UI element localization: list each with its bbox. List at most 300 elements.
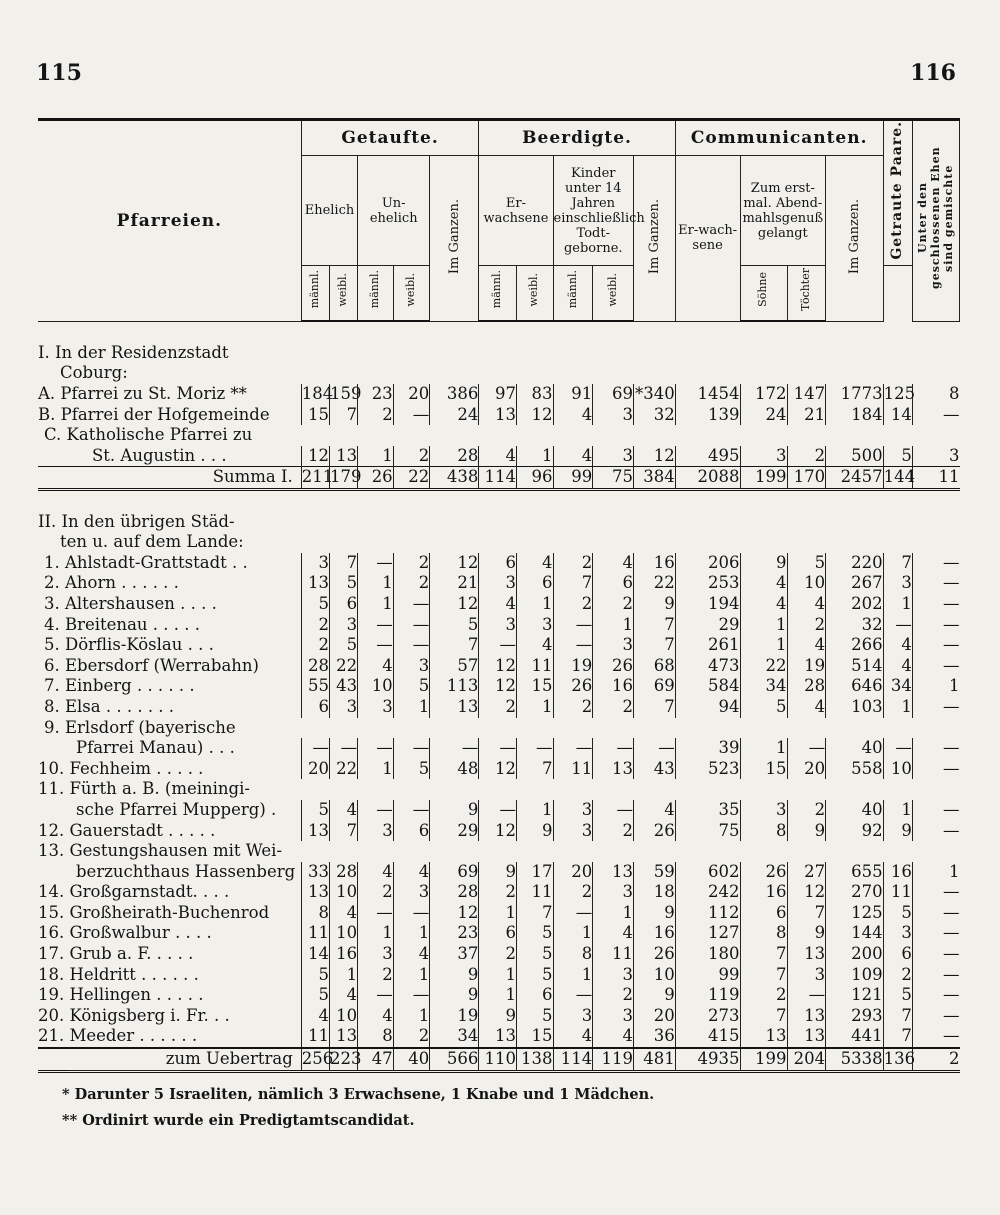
- cell-value: 584: [675, 676, 740, 697]
- cell-value: 3: [740, 446, 787, 467]
- cell-value: 99: [675, 965, 740, 986]
- cell-value: 19: [553, 656, 593, 677]
- cell-value: 655: [826, 862, 883, 883]
- cell-value: 179: [329, 467, 357, 490]
- cell-value: 523: [675, 759, 740, 780]
- cell-value: 6: [479, 553, 517, 574]
- cell-value: 12: [430, 903, 479, 924]
- table-row: [38, 882, 960, 903]
- cell-value: —: [358, 903, 394, 924]
- row-label-line: C. Katholische Pfarrei zu: [44, 425, 253, 445]
- cell-value: 1: [358, 446, 394, 467]
- cell-value: 23: [430, 923, 479, 944]
- row-label: 5. Dörflis-Köslau . . .: [44, 635, 214, 655]
- cell-value: 5: [301, 985, 329, 1006]
- cell-value: 1: [393, 965, 430, 986]
- row-label: 19. Hellingen . . . . .: [38, 985, 204, 1005]
- cell-value: 5: [329, 573, 357, 594]
- cell-value: —: [912, 821, 959, 842]
- cell-value: 4: [358, 656, 394, 677]
- cell-value: 7: [740, 965, 787, 986]
- cell-value: 3: [329, 697, 357, 718]
- cell-value: 28: [430, 446, 479, 467]
- cell-value: 1: [358, 759, 394, 780]
- cell-value: 386: [430, 384, 479, 405]
- cell-value: 15: [516, 1026, 553, 1048]
- cell-value: 17: [516, 862, 553, 883]
- row-label: 10. Fechheim . . . . .: [38, 758, 204, 778]
- table-row: [38, 944, 960, 965]
- row-label: 8. Elsa . . . . . . .: [44, 696, 175, 716]
- group-header-communicanten: Communicanten.: [675, 120, 883, 156]
- cell-value: 16: [633, 923, 675, 944]
- cell-value: 2: [301, 635, 329, 656]
- sub-header-soehne: Söhne: [740, 266, 787, 322]
- cell-value: 7: [883, 1006, 912, 1027]
- cell-value: 4: [516, 635, 553, 656]
- sub-header-maennl: männl.: [301, 266, 329, 322]
- cell-value: 273: [675, 1006, 740, 1027]
- row-label: A. Pfarrei zu St. Moriz **: [38, 384, 247, 404]
- cell-value: 199: [740, 1048, 787, 1071]
- row-label: Pfarrei Manau) . . .: [76, 738, 235, 758]
- table-row: [38, 965, 960, 986]
- cell-value: 103: [826, 697, 883, 718]
- cell-value: 3: [787, 965, 826, 986]
- cell-value: 6: [516, 573, 553, 594]
- cell-value: 125: [883, 384, 916, 404]
- cell-value: 194: [675, 594, 740, 615]
- cell-value: —: [912, 965, 959, 986]
- cell-value: 4: [393, 944, 430, 965]
- table-row: [38, 923, 960, 944]
- cell-value: 7: [633, 615, 675, 636]
- cell-value: 5: [301, 594, 329, 615]
- cell-value: 1: [479, 903, 517, 924]
- cell-value: 3: [358, 821, 394, 842]
- cell-value: 4935: [675, 1048, 740, 1071]
- sub-header-maennl: männl.: [553, 266, 593, 322]
- table-row: [38, 405, 960, 426]
- cell-value: 172: [740, 384, 787, 405]
- section-title: I. In der Residenzstadt: [38, 342, 229, 362]
- table-row: [38, 573, 960, 594]
- cell-value: 3: [479, 615, 517, 636]
- cell-value: 29: [430, 821, 479, 842]
- cell-value: 8: [912, 384, 959, 405]
- cell-value: 8: [740, 923, 787, 944]
- cell-value: 55: [301, 676, 329, 697]
- cell-value: —: [912, 882, 959, 903]
- row-label: 15. Großheirath-Buchenrod: [38, 902, 270, 922]
- cell-value: 144: [883, 467, 912, 490]
- cell-value: 6: [593, 573, 634, 594]
- table-row: [38, 759, 960, 780]
- cell-value: 13: [787, 944, 826, 965]
- cell-value: 18: [633, 882, 675, 903]
- cell-value: 26: [593, 656, 634, 677]
- cell-value: 3: [553, 1006, 593, 1027]
- cell-value: 2: [593, 594, 634, 615]
- cell-value: 114: [479, 467, 517, 490]
- cell-value: 28: [787, 676, 826, 697]
- cell-value: 2: [479, 944, 517, 965]
- cell-value: 1: [593, 903, 634, 924]
- cell-value: 9: [430, 800, 479, 821]
- page-number-left: 115: [36, 60, 82, 86]
- cell-value: 13: [430, 697, 479, 718]
- cell-value: 32: [633, 405, 675, 426]
- cell-value: 2088: [675, 467, 740, 490]
- cell-value: 206: [675, 553, 740, 574]
- cell-value: 2: [593, 985, 634, 1006]
- cell-value: 7: [633, 697, 675, 718]
- cell-value: 253: [675, 573, 740, 594]
- cell-value: 2: [787, 446, 826, 467]
- cell-value: 147: [787, 384, 826, 405]
- cell-value: 40: [393, 1048, 430, 1071]
- cell-value: 2: [553, 697, 593, 718]
- cell-value: —: [358, 635, 394, 656]
- cell-value: 20: [301, 759, 329, 780]
- sub-header-weibl: weibl.: [393, 266, 430, 322]
- cell-value: 29: [675, 615, 740, 636]
- cell-value: 1: [358, 573, 394, 594]
- cell-value: 1: [479, 965, 517, 986]
- cell-value: 2: [883, 965, 912, 986]
- cell-value: —: [553, 903, 593, 924]
- section-title: II. In den übrigen Städ-: [38, 511, 235, 531]
- row-label: 17. Grub a. F. . . . .: [38, 944, 194, 964]
- cell-value: 19: [787, 656, 826, 677]
- cell-value: —: [912, 405, 959, 426]
- cell-value: —: [553, 635, 593, 656]
- cell-value: 1: [516, 697, 553, 718]
- table-row: [38, 676, 960, 697]
- cell-value: 4: [740, 573, 787, 594]
- cell-value: 10: [329, 1006, 357, 1027]
- cell-value: 2: [393, 573, 430, 594]
- cell-value: 12: [301, 446, 329, 467]
- cell-value: 5: [393, 676, 430, 697]
- cell-value: 3: [883, 923, 912, 944]
- cell-value: 34: [430, 1026, 479, 1048]
- cell-value: 7: [883, 553, 912, 574]
- table-row: [38, 446, 960, 467]
- cell-value: 170: [787, 467, 826, 490]
- cell-value: 5: [516, 923, 553, 944]
- cell-value: —: [912, 615, 959, 636]
- cell-value: 94: [675, 697, 740, 718]
- cell-value: —: [912, 1006, 959, 1027]
- row-label: 12. Gauerstadt . . . . .: [38, 820, 216, 840]
- cell-value: 3: [329, 615, 357, 636]
- cell-value: —: [912, 573, 959, 594]
- cell-value: 127: [675, 923, 740, 944]
- cell-value: 2: [479, 697, 517, 718]
- cell-value: 7: [740, 1006, 787, 1027]
- cell-value: 7: [633, 635, 675, 656]
- section-title: ten u. auf dem Lande:: [60, 532, 244, 552]
- cell-value: 24: [740, 405, 787, 426]
- cell-value: 10: [633, 965, 675, 986]
- table-row: [38, 1026, 960, 1048]
- cell-value: 139: [675, 405, 740, 426]
- cell-value: 11: [301, 923, 329, 944]
- cell-value: —: [787, 985, 826, 1006]
- cell-value: 646: [826, 676, 883, 697]
- cell-value: —: [883, 615, 912, 636]
- cell-value: 2457: [826, 467, 883, 490]
- cell-value: 136: [883, 1048, 912, 1071]
- cell-value: 1: [329, 965, 357, 986]
- cell-value: 1: [883, 594, 912, 615]
- cell-value: 200: [826, 944, 883, 965]
- cell-value: 3: [358, 944, 394, 965]
- row-label: Summa I.: [38, 467, 301, 490]
- statistics-table: [38, 118, 960, 1073]
- cell-value: 2: [553, 553, 593, 574]
- row-label: B. Pfarrei der Hofgemeinde: [38, 404, 270, 424]
- cell-value: 12: [479, 656, 517, 677]
- cell-value: 119: [593, 1048, 634, 1071]
- cell-value: 16: [740, 882, 787, 903]
- column-header-gemischte: Unter den geschlossenen Ehen sind gemischte: [912, 120, 959, 322]
- cell-value: —: [912, 903, 959, 924]
- section-title: Coburg:: [60, 363, 128, 383]
- cell-value: —: [301, 738, 329, 759]
- cell-value: 5: [329, 635, 357, 656]
- cell-value: —: [516, 738, 553, 759]
- cell-value: 69: [593, 384, 634, 405]
- table-row: [38, 738, 960, 759]
- cell-value: 4: [593, 923, 634, 944]
- row-label: zum Uebertrag: [38, 1048, 301, 1071]
- cell-value: 36: [633, 1026, 675, 1048]
- cell-value: 9: [479, 1006, 517, 1027]
- uebertrag-row: [38, 1048, 960, 1071]
- cell-value: 2: [393, 553, 430, 574]
- cell-value: 20: [633, 1006, 675, 1027]
- cell-value: 9: [516, 821, 553, 842]
- cell-value: 1: [912, 862, 959, 883]
- cell-value: 438: [430, 467, 479, 490]
- cell-value: 204: [787, 1048, 826, 1071]
- cell-value: 1: [883, 800, 912, 821]
- cell-value: 514: [826, 656, 883, 677]
- cell-value: 7: [516, 903, 553, 924]
- cell-value: —: [912, 800, 959, 821]
- cell-value: 5: [883, 985, 912, 1006]
- cell-value: 12: [430, 553, 479, 574]
- cell-value: —: [479, 800, 517, 821]
- cell-value: 4: [553, 1026, 593, 1048]
- cell-value: 10: [358, 676, 394, 697]
- cell-value: 13: [787, 1026, 826, 1048]
- cell-value: 4: [787, 635, 826, 656]
- table-row: [38, 384, 960, 405]
- row-label: 1. Ahlstadt-Grattstadt . .: [44, 552, 248, 572]
- cell-value: 24: [430, 405, 479, 426]
- cell-value: 4: [358, 1006, 394, 1027]
- cell-value: —: [358, 615, 394, 636]
- cell-value: 566: [430, 1048, 479, 1071]
- cell-value: 3: [393, 656, 430, 677]
- cell-value: 8: [740, 821, 787, 842]
- cell-value: 266: [826, 635, 883, 656]
- table-row: [38, 656, 960, 677]
- cell-value: 6: [393, 821, 430, 842]
- cell-value: 256: [301, 1048, 329, 1071]
- cell-value: 19: [430, 1006, 479, 1027]
- row-label: 18. Heldritt . . . . . .: [38, 964, 199, 984]
- cell-value: 13: [329, 1026, 357, 1048]
- cell-value: —: [553, 985, 593, 1006]
- cell-value: —: [883, 738, 912, 759]
- table-row: [38, 821, 960, 842]
- cell-value: 1: [393, 697, 430, 718]
- cell-value: 22: [633, 573, 675, 594]
- sub-header-weibl: weibl.: [516, 266, 553, 322]
- cell-value: 22: [393, 467, 430, 490]
- row-label: 6. Ebersdorf (Werrabahn): [44, 655, 259, 675]
- cell-value: 3: [301, 553, 329, 574]
- summa-row: [38, 467, 960, 490]
- page-number-right: 116: [910, 60, 956, 86]
- cell-value: 3: [593, 446, 634, 467]
- cell-value: 415: [675, 1026, 740, 1048]
- cell-value: 11: [516, 882, 553, 903]
- cell-value: 1: [883, 697, 912, 718]
- cell-value: 68: [633, 656, 675, 677]
- cell-value: 6: [479, 923, 517, 944]
- cell-value: 15: [301, 405, 329, 426]
- cell-value: 43: [329, 676, 357, 697]
- sub-header-weibl: weibl.: [593, 266, 634, 322]
- cell-value: 2: [593, 697, 634, 718]
- cell-value: 180: [675, 944, 740, 965]
- group-header-beerdigte: Beerdigte.: [479, 120, 675, 156]
- cell-value: 5: [516, 944, 553, 965]
- cell-value: 3: [393, 882, 430, 903]
- cell-value: 69: [633, 676, 675, 697]
- cell-value: 11: [593, 944, 634, 965]
- cell-value: 8: [358, 1026, 394, 1048]
- cell-value: 40: [826, 800, 883, 821]
- cell-value: 13: [740, 1026, 787, 1048]
- footnote-rule: [70, 1070, 180, 1071]
- cell-value: 26: [633, 944, 675, 965]
- cell-value: 16: [633, 553, 675, 574]
- cell-value: 26: [553, 676, 593, 697]
- cell-value: 1: [516, 446, 553, 467]
- table-row: [38, 903, 960, 924]
- cell-value: —: [393, 594, 430, 615]
- cell-value: 1: [479, 985, 517, 1006]
- cell-value: 1454: [675, 384, 740, 405]
- cell-value: 7: [740, 944, 787, 965]
- cell-value: 481: [633, 1048, 675, 1071]
- cell-value: 495: [675, 446, 740, 467]
- cell-value: 112: [675, 903, 740, 924]
- cell-value: 9: [633, 594, 675, 615]
- cell-value: —: [393, 738, 430, 759]
- cell-value: 602: [675, 862, 740, 883]
- row-label: sche Pfarrei Mupperg) .: [76, 799, 277, 819]
- cell-value: 9: [633, 903, 675, 924]
- cell-value: —: [912, 635, 959, 656]
- cell-value: 2: [553, 594, 593, 615]
- cell-value: 199: [740, 467, 787, 490]
- cell-value: 13: [479, 405, 517, 426]
- table-row: [38, 635, 960, 656]
- cell-value: 34: [740, 676, 787, 697]
- cell-value: 159: [329, 384, 362, 404]
- cell-value: 2: [479, 882, 517, 903]
- cell-value: 2: [740, 985, 787, 1006]
- cell-value: 3: [553, 800, 593, 821]
- cell-value: 7: [329, 405, 357, 426]
- cell-value: —: [593, 738, 634, 759]
- cell-value: 3: [593, 965, 634, 986]
- cell-value: 184: [301, 384, 334, 404]
- cell-value: —: [358, 800, 394, 821]
- row-label-line: 11. Fürth a. B. (meiningi-: [38, 779, 250, 799]
- cell-value: 16: [329, 944, 357, 965]
- cell-value: 9: [633, 985, 675, 1006]
- cell-value: 23: [358, 384, 394, 405]
- cell-value: —: [912, 656, 959, 677]
- cell-value: 21: [787, 405, 826, 426]
- cell-value: 2: [393, 1026, 430, 1048]
- cell-value: —: [912, 738, 959, 759]
- cell-value: 26: [740, 862, 787, 883]
- cell-value: 4: [740, 594, 787, 615]
- cell-value: 13: [329, 446, 357, 467]
- cell-value: 22: [740, 656, 787, 677]
- row-label: 4. Breitenau . . . . .: [44, 614, 200, 634]
- cell-value: 3: [593, 882, 634, 903]
- cell-value: 13: [301, 821, 329, 842]
- cell-value: 92: [826, 821, 883, 842]
- cell-value: 97: [479, 384, 517, 405]
- column-header-comm-erwachsene: Er-wach-sene: [675, 156, 740, 322]
- cell-value: —: [430, 738, 479, 759]
- cell-value: 6: [329, 594, 357, 615]
- sub-header-toechter: Töchter: [787, 266, 826, 322]
- cell-value: 441: [826, 1026, 883, 1048]
- cell-value: 4: [358, 862, 394, 883]
- cell-value: 2: [393, 446, 430, 467]
- cell-value: —: [553, 738, 593, 759]
- cell-value: —: [479, 635, 517, 656]
- cell-value: 4: [393, 862, 430, 883]
- cell-value: —: [912, 923, 959, 944]
- cell-value: 267: [826, 573, 883, 594]
- cell-value: 11: [912, 467, 959, 490]
- cell-value: —: [633, 738, 675, 759]
- cell-value: 4: [479, 594, 517, 615]
- cell-value: 5: [301, 800, 329, 821]
- column-header-im-ganzen-comm: Im Ganzen.: [826, 156, 883, 322]
- cell-value: 3: [593, 405, 634, 426]
- cell-value: 11: [516, 656, 553, 677]
- cell-value: 28: [430, 882, 479, 903]
- cell-value: 223: [329, 1048, 357, 1071]
- cell-value: 125: [826, 903, 883, 924]
- cell-value: 13: [787, 1006, 826, 1027]
- cell-value: 293: [826, 1006, 883, 1027]
